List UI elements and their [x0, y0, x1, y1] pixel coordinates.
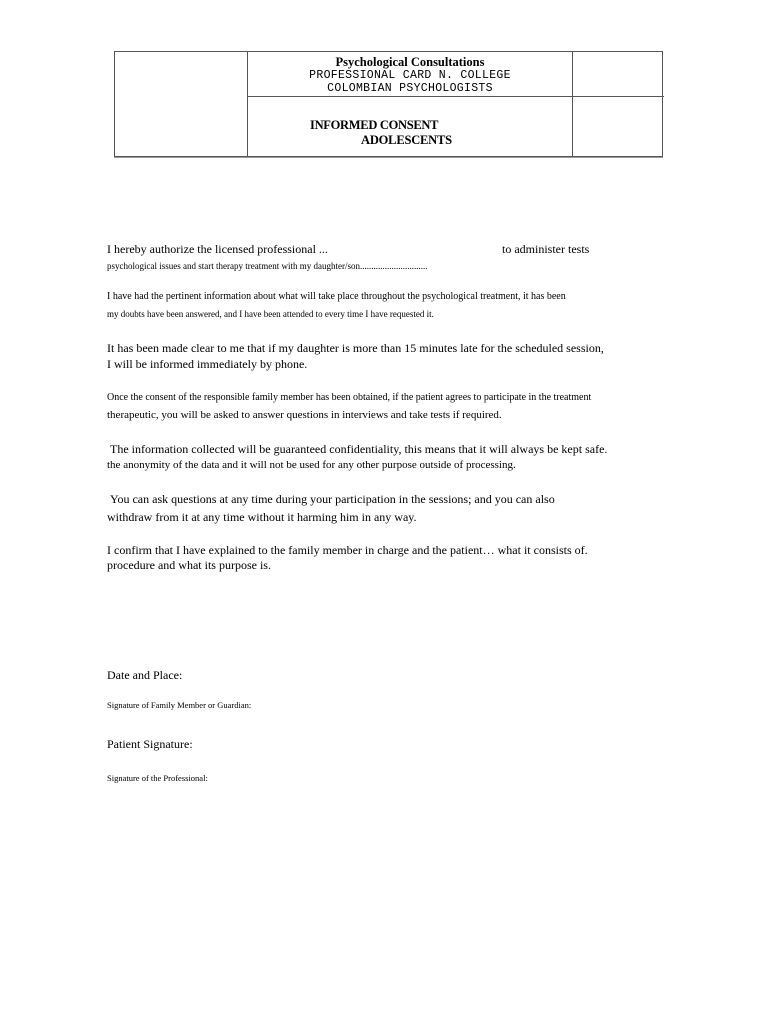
late-line-1: It has been made clear to me that if my daughter is more than 15 minutes late for the scheduled session, — [107, 341, 604, 355]
confirm-line-2: procedure and what its purpose is. — [107, 558, 271, 572]
header-consent-cell — [248, 97, 572, 157]
confidentiality-line-1: The information collected will be guaranteed confidentiality, this means that it will always be kept safe. — [110, 442, 608, 456]
authorize-line: I hereby authorize the licensed professional ... — [107, 242, 328, 256]
consent-paragraph-line-2: therapeutic, you will be asked to answer questions in interviews and take tests if required. — [107, 409, 502, 421]
consent-paragraph-line-1: Once the consent of the responsible family member has been obtained, if the patient agrees to participate in the treatment — [107, 392, 592, 403]
header-title-cell — [248, 52, 572, 96]
family-signature-label: Signature of Family Member or Guardian: — [107, 700, 252, 710]
administer-text: to administer tests — [502, 242, 590, 256]
treatment-line: psychological issues and start therapy treatment with my daughter/son.............................. — [107, 261, 428, 271]
questions-line-1: You can ask questions at any time during your participation in the sessions; and you can also — [110, 492, 555, 506]
professional-signature-label: Signature of the Professional: — [107, 773, 208, 783]
header-table — [114, 51, 663, 157]
questions-line-2: withdraw from it at any time without it harming him in any way. — [107, 510, 417, 524]
late-line-2: I will be informed immediately by phone. — [107, 357, 308, 371]
info-line-2: my doubts have been answered, and I have been attended to every time I have requested it. — [107, 309, 434, 319]
header-divider — [572, 52, 573, 156]
card-line-1: PROFESSIONAL CARD N. COLLEGE — [309, 69, 511, 82]
confidentiality-line-2: the anonymity of the data and it will not be used for any other purpose outside of processing. — [107, 459, 516, 471]
consent-subheading: ADOLESCENTS — [361, 133, 452, 147]
patient-signature-label: Patient Signature: — [107, 737, 193, 751]
info-line-1: I have had the pertinent information about what will take place throughout the psychological treatment, it has been — [107, 291, 566, 302]
date-place-label: Date and Place: — [107, 668, 183, 682]
consent-heading: INFORMED CONSENT — [310, 118, 439, 132]
confirm-line-1: I confirm that I have explained to the family member in charge and the patient… what it consists of. — [107, 543, 588, 557]
card-line-2: COLOMBIAN PSYCHOLOGISTS — [327, 82, 493, 95]
document-title: Psychological Consultations — [335, 55, 485, 69]
